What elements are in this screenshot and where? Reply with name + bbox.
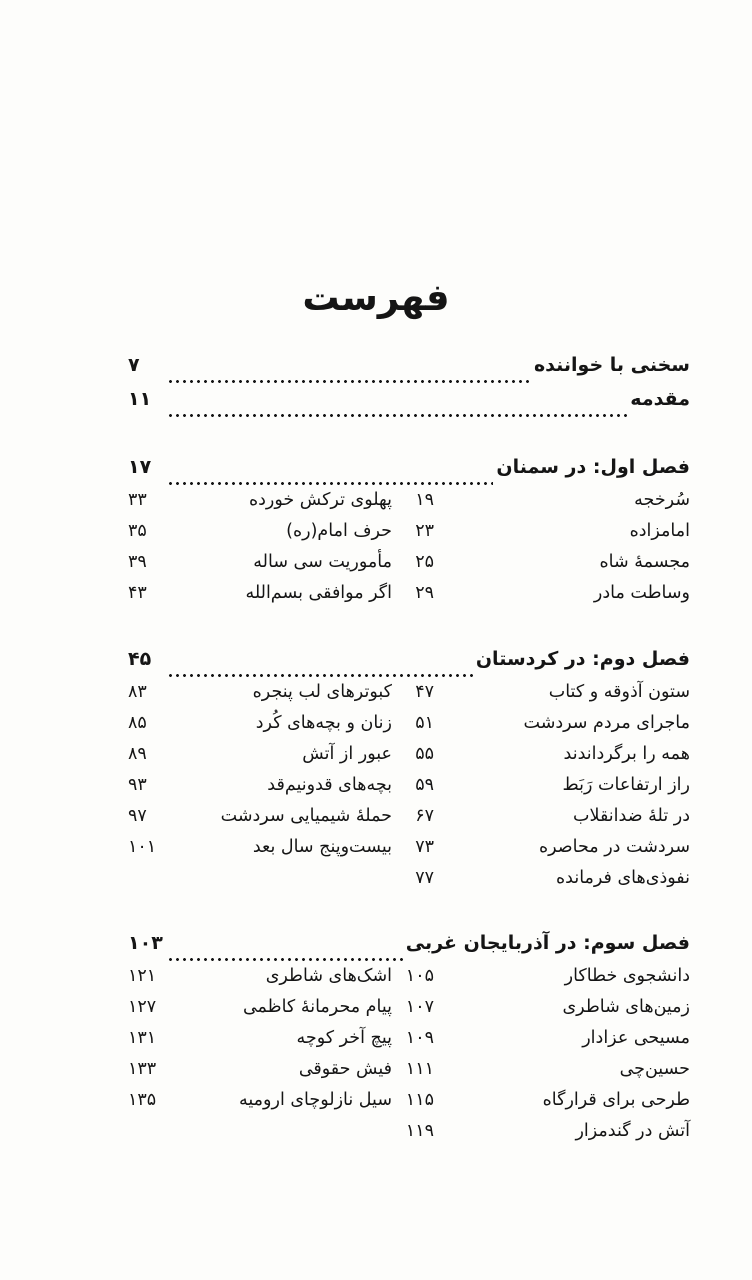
entry-title: بیست‌وپنج سال بعد — [252, 837, 392, 857]
entry-title: اگر موافقی بسم‌الله — [245, 583, 392, 603]
entry-page: ۱۲۱ — [128, 966, 157, 986]
dot-leader — [167, 366, 531, 388]
chapter-title: فصل دوم: در کردستان — [475, 648, 690, 670]
dot-leader — [167, 944, 403, 966]
entry-page: ۷۷ — [415, 868, 434, 888]
entry-title: در تلهٔ ضدانقلاب — [573, 806, 690, 826]
chapter-heading — [128, 456, 690, 490]
entry-page: ۱۳۱ — [128, 1028, 157, 1048]
entry-title: حرف امام(ره) — [286, 521, 392, 541]
intro-section — [128, 354, 690, 422]
chapter-heading — [128, 648, 690, 682]
entry-page: ۲۵ — [415, 552, 434, 572]
dot-leader — [167, 660, 473, 682]
entry-title: نفوذی‌های فرمانده — [555, 868, 690, 888]
entry-page: ۱۱۱ — [405, 1059, 434, 1079]
entry-page: ۴۷ — [415, 682, 434, 702]
entry-page: ۷۳ — [415, 837, 434, 857]
entry-page: ۱۰۷ — [405, 997, 434, 1017]
toc-entry-introduction — [128, 388, 690, 422]
entry-title: ستون آذوقه و کتاب — [548, 682, 690, 702]
entry-page: ۱۳۵ — [128, 1090, 157, 1110]
entry-title: پهلوی ترکش خورده — [248, 490, 392, 510]
entry-title: طرحی برای قرارگاه — [542, 1090, 690, 1110]
entry-page: ۶۷ — [415, 806, 434, 826]
entry-page: ۹۷ — [128, 806, 147, 826]
entry-page: ۱۱ — [128, 388, 152, 410]
toc-row — [128, 966, 690, 997]
entry-title: سیل نازلوچای ارومیه — [239, 1090, 392, 1110]
entry-title: زنان و بچه‌های کُرد — [255, 713, 392, 733]
entry-title: سخنی با خواننده — [533, 354, 690, 376]
toc-row — [128, 713, 690, 744]
entry-title: دانشجوی خطاکار — [564, 966, 690, 986]
entry-page: ۵۹ — [415, 775, 434, 795]
toc-row — [128, 806, 690, 837]
entry-page: ۳۹ — [128, 552, 147, 572]
toc-row — [128, 775, 690, 806]
entry-title: پیچ آخر کوچه — [296, 1028, 392, 1048]
entry-title: حسین‌چی — [619, 1059, 690, 1079]
entry-page: ۳۳ — [128, 490, 147, 510]
entry-page: ۲۳ — [415, 521, 434, 541]
entry-title: فیش حقوقی — [298, 1059, 392, 1079]
entry-page: ۸۳ — [128, 682, 147, 702]
chapter-2 — [128, 648, 690, 899]
entry-page: ۱۰۵ — [405, 966, 434, 986]
chapter-title: فصل اول: در سمنان — [496, 456, 690, 478]
entry-page: ۸۹ — [128, 744, 147, 764]
toc-row — [128, 490, 690, 521]
toc-row — [128, 837, 690, 868]
entry-page: ۹۳ — [128, 775, 147, 795]
entry-title: آتش در گندمزار — [575, 1121, 690, 1141]
toc-row — [128, 682, 690, 713]
entry-page: ۸۵ — [128, 713, 147, 733]
toc-row — [128, 1121, 690, 1152]
chapter-1 — [128, 456, 690, 614]
toc-row — [128, 997, 690, 1028]
entry-title: وساطت مادر — [593, 583, 690, 603]
entry-title: کبوترهای لب پنجره — [252, 682, 392, 702]
entry-title: امامزاده — [629, 521, 690, 541]
dot-leader — [167, 468, 493, 490]
entry-title: همه را برگرداندند — [563, 744, 690, 764]
entry-title: سردشت در محاصره — [538, 837, 690, 857]
chapter-page: ۱۰۳ — [128, 932, 163, 954]
entry-title: ماجرای مردم سردشت — [523, 713, 690, 733]
entry-page: ۱۹ — [415, 490, 434, 510]
entry-title: حملهٔ شیمیایی سردشت — [220, 806, 392, 826]
entry-page: ۴۳ — [128, 583, 147, 603]
entry-title: عبور از آتش — [302, 744, 392, 764]
chapter-page: ۱۷ — [128, 456, 152, 478]
entry-page: ۱۰۱ — [128, 837, 157, 857]
chapter-page: ۴۵ — [128, 648, 152, 670]
toc-row — [128, 1028, 690, 1059]
entry-title: مأموریت سی ساله — [253, 552, 392, 572]
toc-row — [128, 552, 690, 583]
entry-title: مجسمهٔ شاه — [599, 552, 690, 572]
entry-page: ۷ — [128, 354, 140, 376]
entry-page: ۱۰۹ — [405, 1028, 434, 1048]
entry-page: ۵۵ — [415, 744, 434, 764]
entry-title: مقدمه — [630, 388, 690, 410]
entry-title: سُرخجه — [634, 490, 690, 510]
toc-row — [128, 744, 690, 775]
entry-title: مسیحی عزادار — [582, 1028, 690, 1048]
chapter-heading — [128, 932, 690, 966]
chapter-3 — [128, 932, 690, 1152]
entry-page: ۲۹ — [415, 583, 434, 603]
chapter-title: فصل سوم: در آذربایجان غربی — [405, 932, 690, 954]
entry-title: زمین‌های شاطری — [562, 997, 690, 1017]
entry-title: راز ارتفاعات رَبَط — [562, 775, 690, 795]
entry-page: ۵۱ — [415, 713, 434, 733]
toc-row — [128, 1059, 690, 1090]
dot-leader — [167, 400, 627, 422]
page-title: فهرست — [302, 276, 450, 319]
entry-title: پیام محرمانهٔ کاظمی — [242, 997, 392, 1017]
entry-page: ۱۲۷ — [128, 997, 157, 1017]
entry-page: ۱۱۹ — [405, 1121, 434, 1141]
entry-page: ۱۱۵ — [405, 1090, 434, 1110]
entry-page: ۱۳۳ — [128, 1059, 157, 1079]
entry-page: ۳۵ — [128, 521, 147, 541]
toc-entry-foreword — [128, 354, 690, 388]
toc-row — [128, 583, 690, 614]
toc-row — [128, 868, 690, 899]
entry-title: بچه‌های قدونیم‌قد — [267, 775, 392, 795]
entry-title: اشک‌های شاطری — [265, 966, 392, 986]
toc-row — [128, 1090, 690, 1121]
toc-row — [128, 521, 690, 552]
